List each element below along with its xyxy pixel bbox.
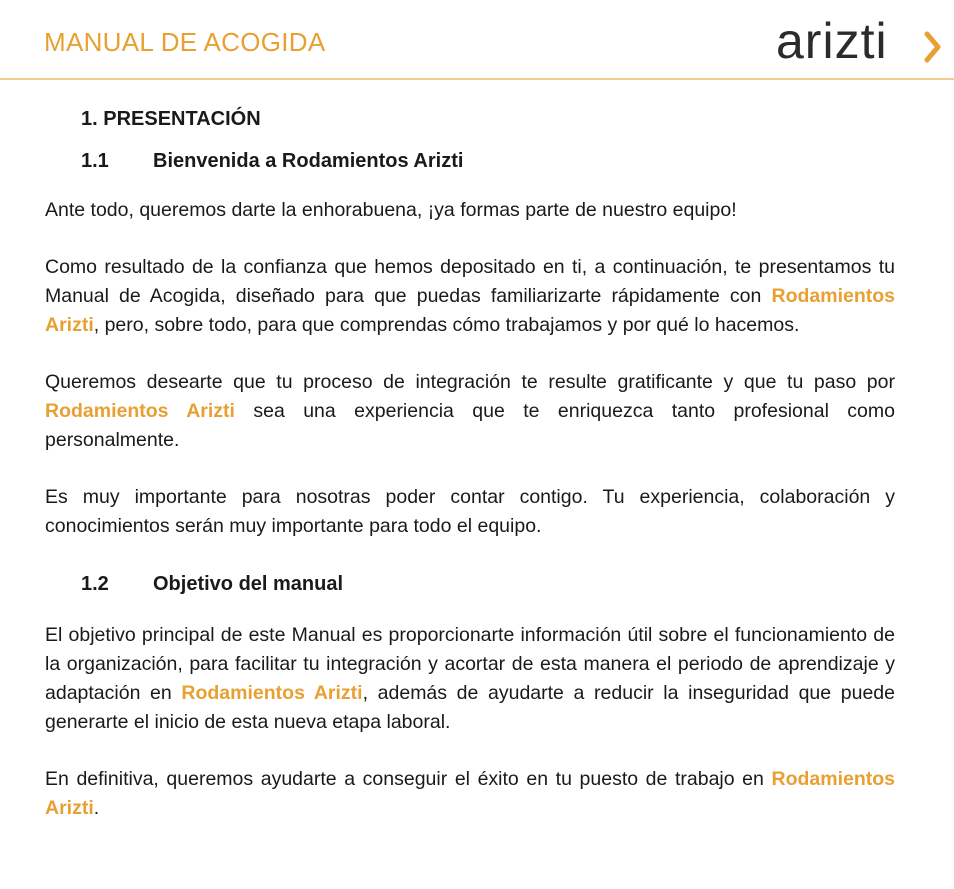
paragraph (45, 253, 895, 340)
paragraph-text: Ante todo, queremos darte la enhorabuena, ¡ya formas parte de nuestro equipo! (45, 199, 737, 221)
paragraph-text: . (93, 797, 100, 819)
logo-text: arizti (776, 13, 888, 69)
paragraph (45, 368, 895, 455)
brand-name: Rodamientos Arizti (45, 285, 895, 336)
page-header (0, 0, 954, 80)
subsection-heading-objetivo (45, 569, 895, 599)
paragraph-text: , además de ayudarte a reducir la inseguridad que puede generarte el inicio de esta nueva etapa laboral. (45, 682, 895, 733)
brand-name: Rodamientos Arizti (45, 400, 235, 422)
logo-chevron-icon (924, 30, 942, 64)
paragraph-text: sea una experiencia que te enriquezca tanto profesional como personalmente. (45, 400, 895, 451)
section-heading-presentacion: 1. PRESENTACIÓN (81, 108, 261, 130)
paragraph-text: El objetivo principal de este Manual es proporcionarte información útil sobre el funcionamiento de la organización, para facilitar tu integración y acortar de esta manera el periodo de aprendizaje y adaptación en (45, 624, 895, 704)
document-body (45, 104, 895, 851)
paragraph-text: En definitiva, queremos ayudarte a conseguir el éxito en tu puesto de trabajo en (45, 768, 772, 790)
subsection-title: Objetivo del manual (153, 573, 344, 595)
header-divider (0, 78, 954, 80)
paragraph-text: , pero, sobre todo, para que comprendas cómo trabajamos y por qué lo hacemos. (93, 314, 800, 336)
paragraph (45, 196, 895, 225)
paragraph (45, 483, 895, 541)
paragraph (45, 765, 895, 823)
brand-name: Rodamientos Arizti (181, 682, 363, 704)
subsection-number: 1.1 (81, 150, 109, 172)
brand-name: Rodamientos Arizti (45, 768, 895, 819)
arizti-logo (776, 8, 946, 70)
document-title: MANUAL DE ACOGIDA (44, 27, 326, 57)
subsection-heading-bienvenida (45, 146, 895, 176)
subsection-number: 1.2 (81, 573, 109, 595)
paragraph-text: Como resultado de la confianza que hemos depositado en ti, a continuación, te presentamos tu Manual de Acogida, diseñado para que puedas familiarizarte rápidamente con (45, 256, 895, 307)
paragraph-text: Es muy importante para nosotras poder contar contigo. Tu experiencia, colaboración y conocimientos serán muy importante para todo el equipo. (45, 486, 895, 537)
paragraph (45, 621, 895, 737)
paragraph-text: Queremos desearte que tu proceso de integración te resulte gratificante y que tu paso por (45, 371, 895, 393)
subsection-title: Bienvenida a Rodamientos Arizti (153, 150, 464, 172)
